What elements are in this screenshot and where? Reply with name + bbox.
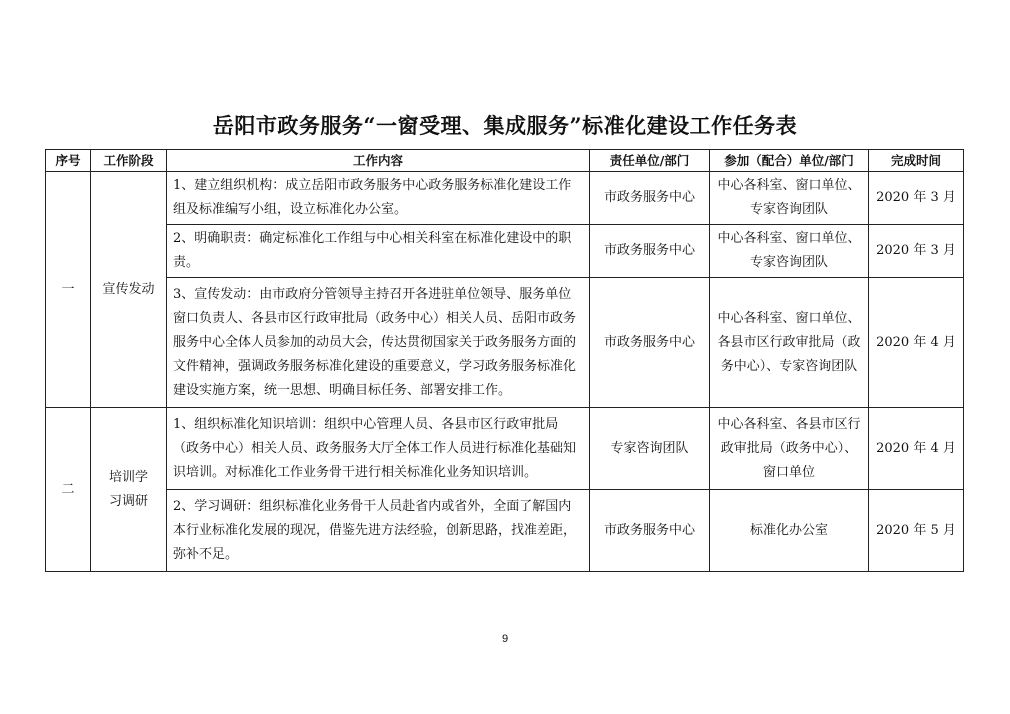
table-row — [46, 490, 964, 572]
table-header-row — [46, 150, 964, 172]
task-table — [45, 149, 964, 572]
partner-unit: 中心各科室、窗口单位、专家咨询团队 — [710, 225, 869, 278]
lead-unit: 市政务服务中心 — [590, 172, 710, 225]
header-partner-unit: 参加（配合）单位/部门 — [710, 150, 869, 172]
header-deadline: 完成时间 — [869, 150, 964, 172]
deadline: 2020 年 4 月 — [869, 408, 964, 490]
table-row — [46, 225, 964, 278]
document-title: 岳阳市政务服务“一窗受理、集成服务”标准化建设工作任务表 — [212, 113, 798, 138]
table-row — [46, 278, 964, 408]
group-seq: 一 — [46, 172, 91, 408]
partner-unit: 中心各科室、各县市区行政审批局（政务中心）、窗口单位 — [710, 408, 869, 490]
partner-unit: 中心各科室、窗口单位、各县市区行政审批局（政务中心）、专家咨询团队 — [710, 278, 869, 408]
group-seq: 二 — [46, 408, 91, 572]
deadline: 2020 年 5 月 — [869, 490, 964, 572]
deadline: 2020 年 3 月 — [869, 172, 964, 225]
partner-unit: 中心各科室、窗口单位、专家咨询团队 — [710, 172, 869, 225]
header-content: 工作内容 — [167, 150, 590, 172]
header-stage: 工作阶段 — [91, 150, 167, 172]
task-content: 2、学习调研：组织标准化业务骨干人员赴省内或省外，全面了解国内本行业标准化发展的现况，借鉴先进方法经验，创新思路，找准差距，弥补不足。 — [167, 490, 590, 572]
header-seq: 序号 — [46, 150, 91, 172]
group-stage: 宣传发动 — [91, 172, 167, 408]
task-content: 1、建立组织机构：成立岳阳市政务服务中心政务服务标准化建设工作组及标准编写小组，设立标准化办公室。 — [167, 172, 590, 225]
task-content: 1、组织标准化知识培训：组织中心管理人员、各县市区行政审批局（政务中心）相关人员、政务服务大厅全体工作人员进行标准化基础知识培训。对标准化工作业务骨干进行相关标准化业务知识培训。 — [167, 408, 590, 490]
lead-unit: 专家咨询团队 — [590, 408, 710, 490]
lead-unit: 市政务服务中心 — [590, 278, 710, 408]
table-row — [46, 408, 964, 490]
task-content: 3、宣传发动：由市政府分管领导主持召开各进驻单位领导、服务单位窗口负责人、各县市区行政审批局（政务中心）相关人员、岳阳市政务服务中心全体人员参加的动员大会，传达贯彻国家关于政务服务方面的文件精神，强调政务服务标准化建设的重要意义，学习政务服务标准化建设实施方案，统一思想、明确目标任务、部署安排工作。 — [167, 278, 590, 408]
lead-unit: 市政务服务中心 — [590, 225, 710, 278]
partner-unit: 标准化办公室 — [710, 490, 869, 572]
table-row — [46, 172, 964, 225]
page-number: 9 — [501, 633, 509, 645]
lead-unit: 市政务服务中心 — [590, 490, 710, 572]
header-lead-unit: 责任单位/部门 — [590, 150, 710, 172]
deadline: 2020 年 4 月 — [869, 278, 964, 408]
deadline: 2020 年 3 月 — [869, 225, 964, 278]
task-content: 2、明确职责：确定标准化工作组与中心相关科室在标准化建设中的职责。 — [167, 225, 590, 278]
group-stage: 培训学习调研 — [91, 408, 167, 572]
